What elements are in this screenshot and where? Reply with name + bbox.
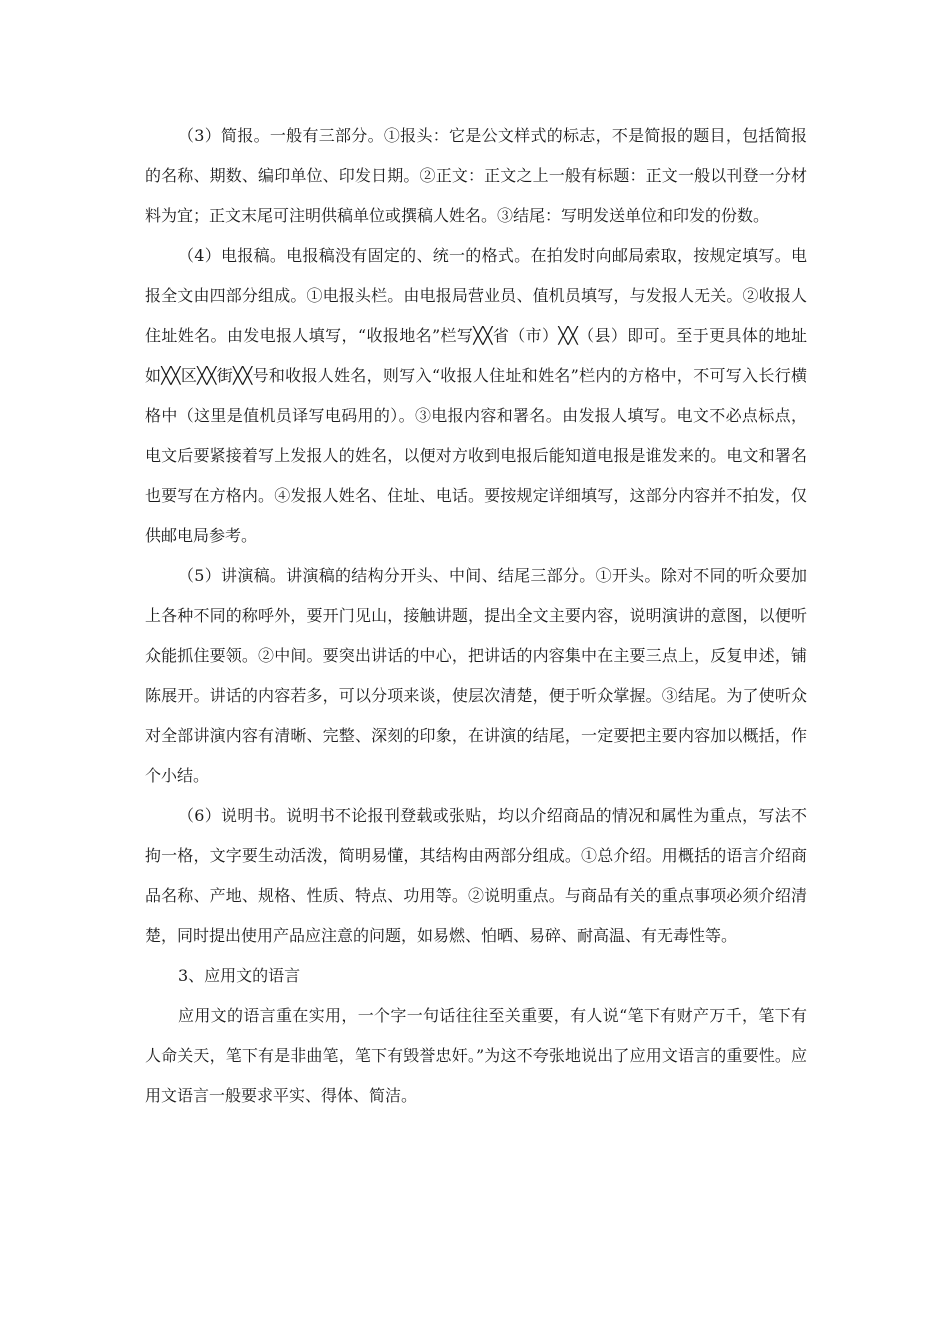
paragraph-speech: （5）讲演稿。讲演稿的结构分开头、中间、结尾三部分。①开头。除对不同的听众要加上各种不同的称呼外，要开门见山，接触讲题，提出全文主要内容，说明演讲的意图，以便听众能抓住要领。②中间。要突出讲话的中心，把讲话的内容集中在主要三点上，反复申述，铺陈展开。讲话的内容若多，可以分项来谈，使层次清楚，便于听众掌握。③结尾。为了使听众对全部讲演内容有清晰、完整、深刻的印象，在讲演的结尾，一定要把主要内容加以概括，作个小结。 <box>145 566 807 785</box>
section-heading: 3、应用文的语言 <box>178 966 301 985</box>
document-body <box>145 116 807 1116</box>
paragraph-telegram: （4）电报稿。电报稿没有固定的、统一的格式。在拍发时向邮局索取，按规定填写。电报全文由四部分组成。①电报头栏。由电报局营业员、值机员填写，与发报人无关。②收报人住址姓名。由发电报人填写，“收报地名”栏写╳╳省（市）╳╳（县）即可。至于更具体的地址如╳╳区╳╳街╳╳号和收报人姓名，则写入“收报人住址和姓名”栏内的方格中，不可写入长行横格中（这里是值机员译写电码用的）。③电报内容和署名。由发报人填写。电文不必点标点，电文后要紧接着写上发报人的姓名，以便对方收到电报后能知道电报是谁发来的。电文和署名也要写在方格内。④发报人姓名、住址、电话。要按规定详细填写，这部分内容并不拍发，仅供邮电局参考。 <box>145 246 807 545</box>
paragraph-instructions: （6）说明书。说明书不论报刊登载或张贴，均以介绍商品的情况和属性为重点，写法不拘一格，文字要生动活泼，简明易懂，其结构由两部分组成。①总介绍。用概括的语言介绍商品名称、产地、规格、性质、特点、功用等。②说明重点。与商品有关的重点事项必须介绍清楚，同时提出使用产品应注意的问题，如易燃、怕晒、易碎、耐高温、有无毒性等。 <box>145 806 807 945</box>
paragraph-briefing: （3）简报。一般有三部分。①报头：它是公文样式的标志，不是简报的题目，包括简报的名称、期数、编印单位、印发日期。②正文：正文之上一般有标题：正文一般以刊登一分材料为宜；正文末尾可注明供稿单位或撰稿人姓名。③结尾：写明发送单位和印发的份数。 <box>145 126 807 225</box>
paragraph-language: 应用文的语言重在实用，一个字一句话往往至关重要，有人说“笔下有财产万千，笔下有人命关天，笔下有是非曲笔，笔下有毁誉忠奸。”为这不夸张地说出了应用文语言的重要性。应用文语言一般要求平实、得体、简洁。 <box>145 1006 807 1105</box>
